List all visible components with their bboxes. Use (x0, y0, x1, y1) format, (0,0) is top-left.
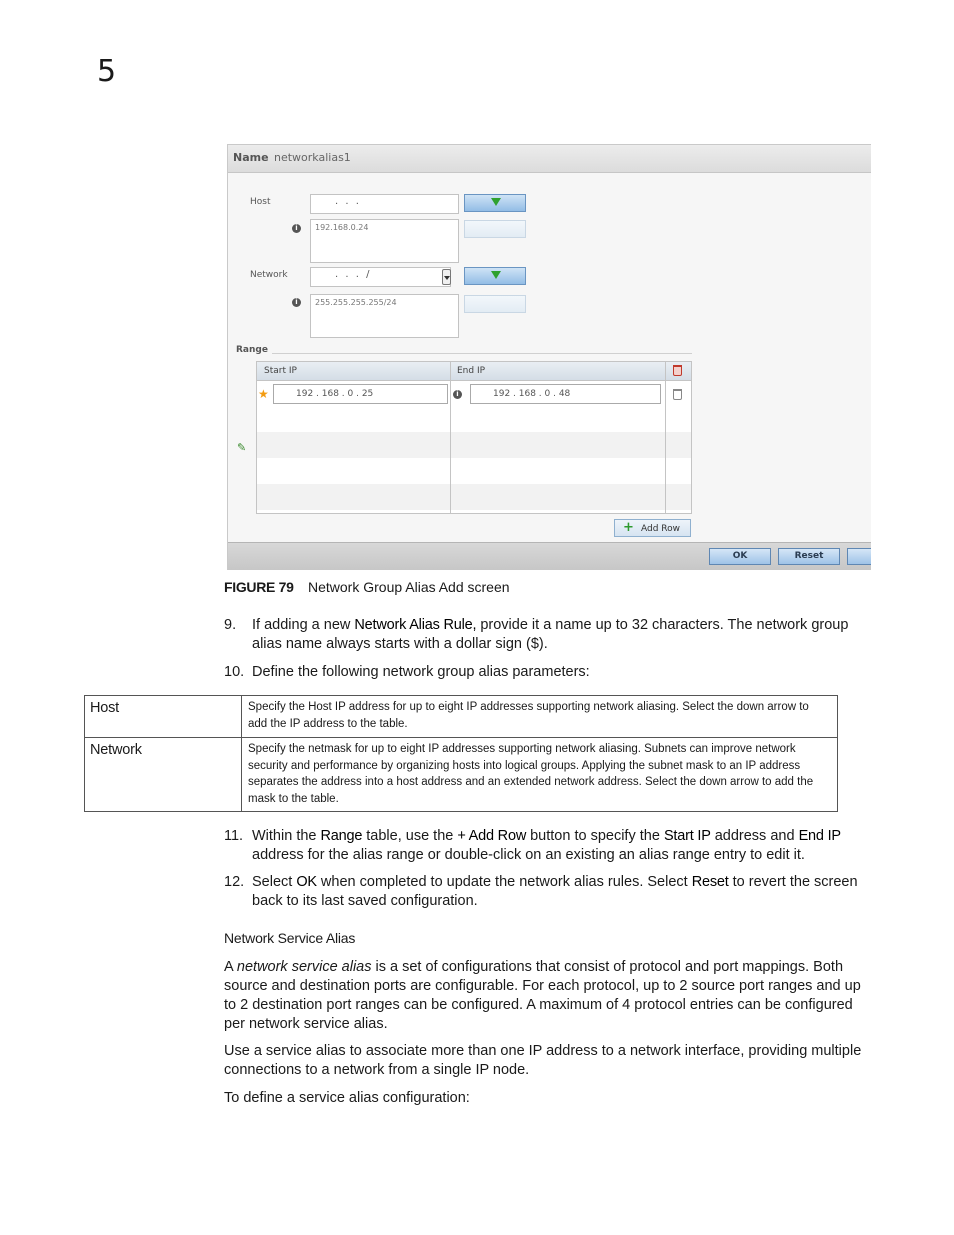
host-ip-input[interactable]: . . . (310, 194, 459, 214)
plus-icon: + (623, 520, 634, 535)
network-alias-screenshot (227, 144, 871, 570)
step-12: 12. Select OK when completed to update the network alias rules. Select Reset to revert the screen back to its last saved configuration. (224, 874, 858, 909)
info-icon: i (292, 224, 301, 233)
network-dropdown[interactable] (442, 269, 451, 285)
step-10: 10. Define the following network group alias parameters: (224, 664, 590, 680)
network-list[interactable]: 255.255.255.255/24 (310, 294, 459, 338)
star-icon: ★ (258, 387, 269, 401)
col-start-ip: Start IP (264, 366, 297, 376)
param-term: Host (85, 696, 242, 738)
info-icon: i (453, 390, 462, 399)
paragraph: A network service alias is a set of configurations that consist of protocol and port mappings. Both source and destination ports are configurable. For each protocol, up to 2 source port ranges and up to 2 destination port ranges can be configured. A maximum of 4 protocol entries can be configured per network service alias. (224, 959, 861, 1032)
chapter-number: 5 (97, 54, 117, 89)
range-table (256, 361, 692, 514)
paragraph: To define a service alias configuration: (224, 1090, 470, 1106)
figure-number: FIGURE 79 (224, 579, 294, 595)
reset-button[interactable]: Reset (778, 548, 840, 565)
host-list[interactable]: 192.168.0.24 (310, 219, 459, 263)
end-ip-field[interactable]: 192 . 168 . 0 . 48 (470, 384, 661, 404)
delete-all-icon[interactable] (673, 365, 682, 376)
param-definition: Specify the Host IP address for up to eight IP addresses supporting network aliasing. Select the down arrow to add the IP address to the table. (242, 696, 838, 738)
host-remove-button[interactable] (464, 220, 526, 238)
ok-button[interactable]: OK (709, 548, 771, 565)
step-9: 9. If adding a new Network Alias Rule, provide it a name up to 32 characters. The network group alias name always starts with a dollar sign ($). (224, 617, 849, 652)
table-row (85, 696, 838, 738)
col-end-ip: End IP (457, 366, 486, 376)
down-arrow-icon (491, 198, 501, 206)
info-icon: i (292, 298, 301, 307)
figure-caption (224, 579, 510, 595)
footer-bar (228, 542, 871, 570)
host-label: Host (250, 197, 271, 207)
add-row-button[interactable]: + Add Row (614, 519, 691, 537)
range-divider (272, 353, 692, 354)
name-label: Name (233, 151, 269, 164)
network-label: Network (250, 270, 288, 280)
name-value: networkalias1 (274, 151, 351, 164)
network-add-button[interactable] (464, 267, 526, 285)
param-term: Network (85, 738, 242, 812)
host-add-button[interactable] (464, 194, 526, 212)
paragraph: Use a service alias to associate more than one IP address to a network interface, providing multiple connections to a network from a single IP node. (224, 1043, 862, 1078)
delete-row-icon[interactable] (673, 389, 682, 400)
start-ip-field[interactable]: 192 . 168 . 0 . 25 (273, 384, 448, 404)
param-definition: Specify the netmask for up to eight IP addresses supporting network aliasing. Subnets can improve network security and performance by organizing hosts into logical groups. Applying the subnet mask to an IP address separates the address into a host address and an extended network address. Select the down arrow to add the mask to the table. (242, 738, 838, 812)
range-table-header (257, 362, 691, 381)
name-bar (228, 145, 871, 173)
pencil-icon: ✎ (237, 441, 247, 454)
network-remove-button[interactable] (464, 295, 526, 313)
network-input[interactable]: . . . / (310, 267, 451, 287)
down-arrow-icon (491, 271, 501, 279)
figure-title: Network Group Alias Add screen (308, 579, 510, 595)
section-heading: Network Service Alias (224, 930, 356, 946)
step-11: 11. Within the Range table, use the + Add Row button to specify the Start IP address and End IP address for the alias range or double-click on an existing an alias range entry to edit it. (224, 828, 841, 863)
table-row (85, 738, 838, 812)
parameter-table (84, 695, 838, 812)
range-label: Range (236, 345, 268, 355)
exit-button[interactable] (847, 548, 871, 565)
